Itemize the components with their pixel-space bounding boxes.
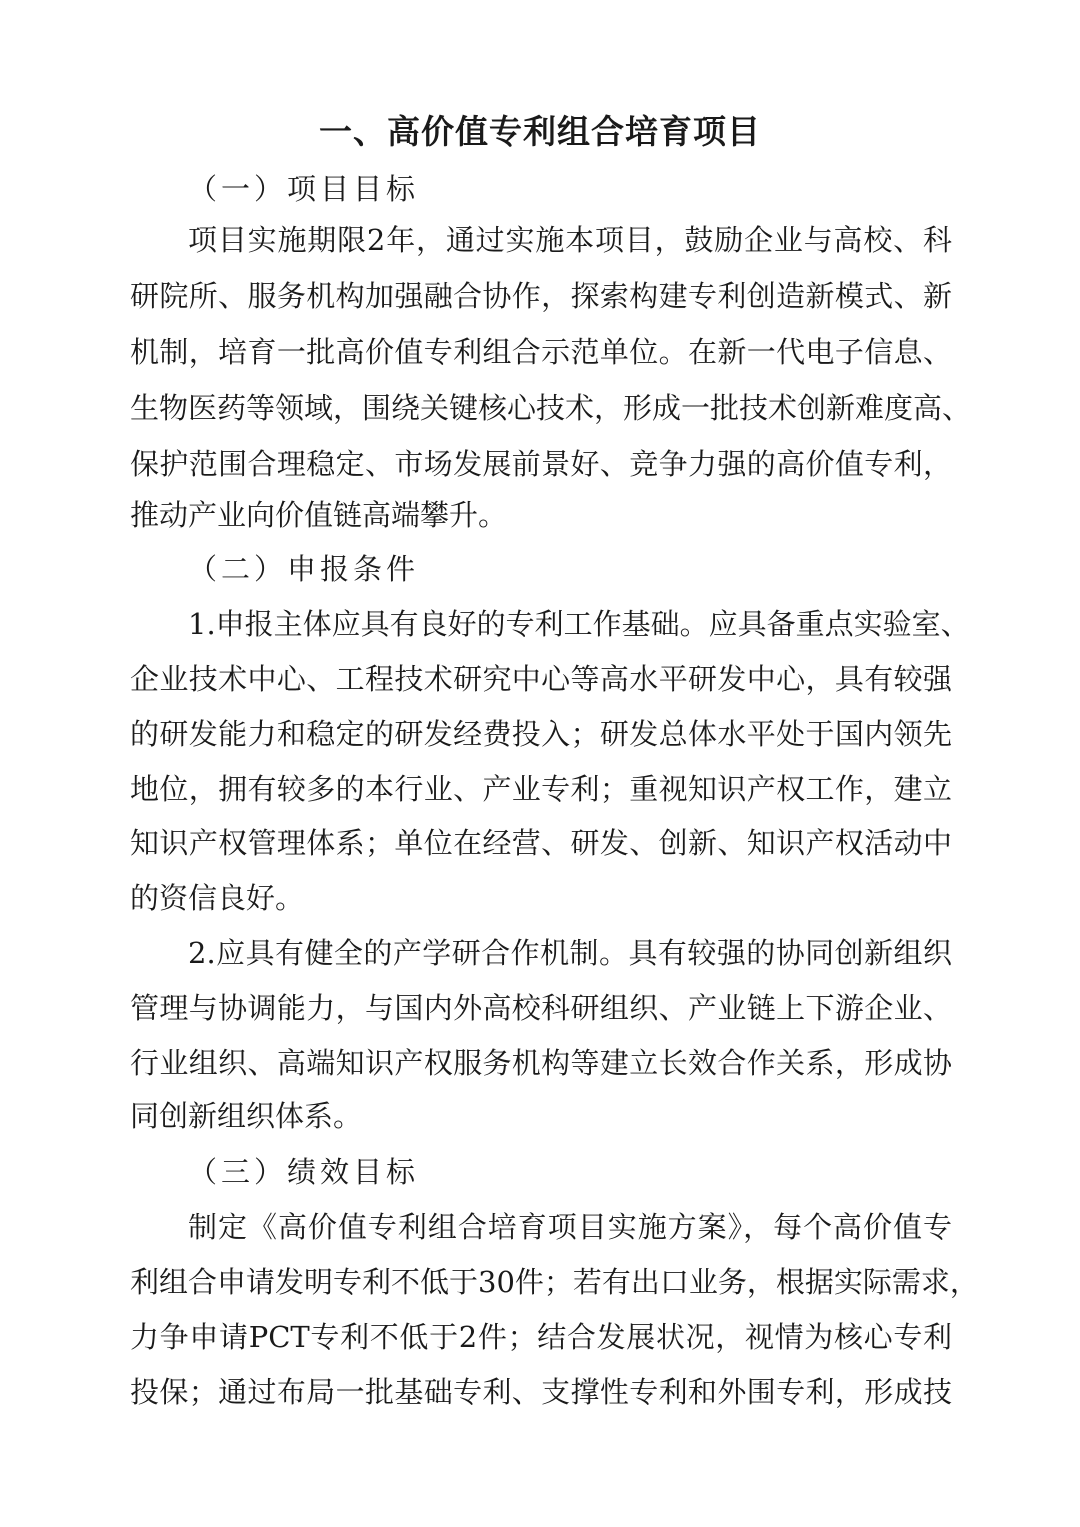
section-heading-1: （一）项目目标 <box>188 172 420 206</box>
paragraph-line: 管理与协调能力，与国内外高校科研组织、产业链上下游企业、 <box>130 991 952 1025</box>
paragraph-line: 保护范围合理稳定、市场发展前景好、竞争力强的高价值专利， <box>130 447 952 481</box>
paragraph-line: 的研发能力和稳定的研发经费投入；研发总体水平处于国内领先 <box>130 717 952 751</box>
paragraph-line: 地位，拥有较多的本行业、产业专利；重视知识产权工作，建立 <box>130 772 952 806</box>
paragraph-line: 项目实施期限2年，通过实施本项目，鼓励企业与高校、科 <box>188 223 952 257</box>
paragraph-line: 制定《高价值专利组合培育项目实施方案》，每个高价值专 <box>188 1210 952 1244</box>
paragraph-line: 的资信良好。 <box>130 881 305 915</box>
paragraph-line: 1.申报主体应具有良好的专利工作基础。应具备重点实验室、 <box>188 607 970 641</box>
section-heading-3: （三）绩效目标 <box>188 1155 420 1189</box>
paragraph-line: 同创新组织体系。 <box>130 1099 363 1133</box>
paragraph-line: 推动产业向价值链高端攀升。 <box>130 498 508 532</box>
paragraph-line: 企业技术中心、工程技术研究中心等高水平研发中心，具有较强 <box>130 662 952 696</box>
section-heading-2: （二）申报条件 <box>188 552 420 586</box>
paragraph-line: 投保；通过布局一批基础专利、支撑性专利和外围专利，形成技 <box>130 1375 952 1409</box>
paragraph-line: 生物医药等领域，围绕关键核心技术，形成一批技术创新难度高、 <box>130 391 972 425</box>
paragraph-line: 研院所、服务机构加强融合协作，探索构建专利创造新模式、新 <box>130 279 952 313</box>
paragraph-line: 利组合申请发明专利不低于30件；若有出口业务，根据实际需求， <box>130 1265 979 1299</box>
paragraph-line: 2.应具有健全的产学研合作机制。具有较强的协同创新组织 <box>188 936 952 970</box>
paragraph-line: 机制，培育一批高价值专利组合示范单位。在新一代电子信息、 <box>130 335 952 369</box>
paragraph-line: 行业组织、高端知识产权服务机构等建立长效合作关系，形成协 <box>130 1046 952 1080</box>
paragraph-line: 知识产权管理体系；单位在经营、研发、创新、知识产权活动中 <box>130 826 952 860</box>
paragraph-line: 力争申请PCT专利不低于2件；结合发展状况，视情为核心专利 <box>130 1320 952 1354</box>
page-title: 一、高价值专利组合培育项目 <box>319 112 761 151</box>
